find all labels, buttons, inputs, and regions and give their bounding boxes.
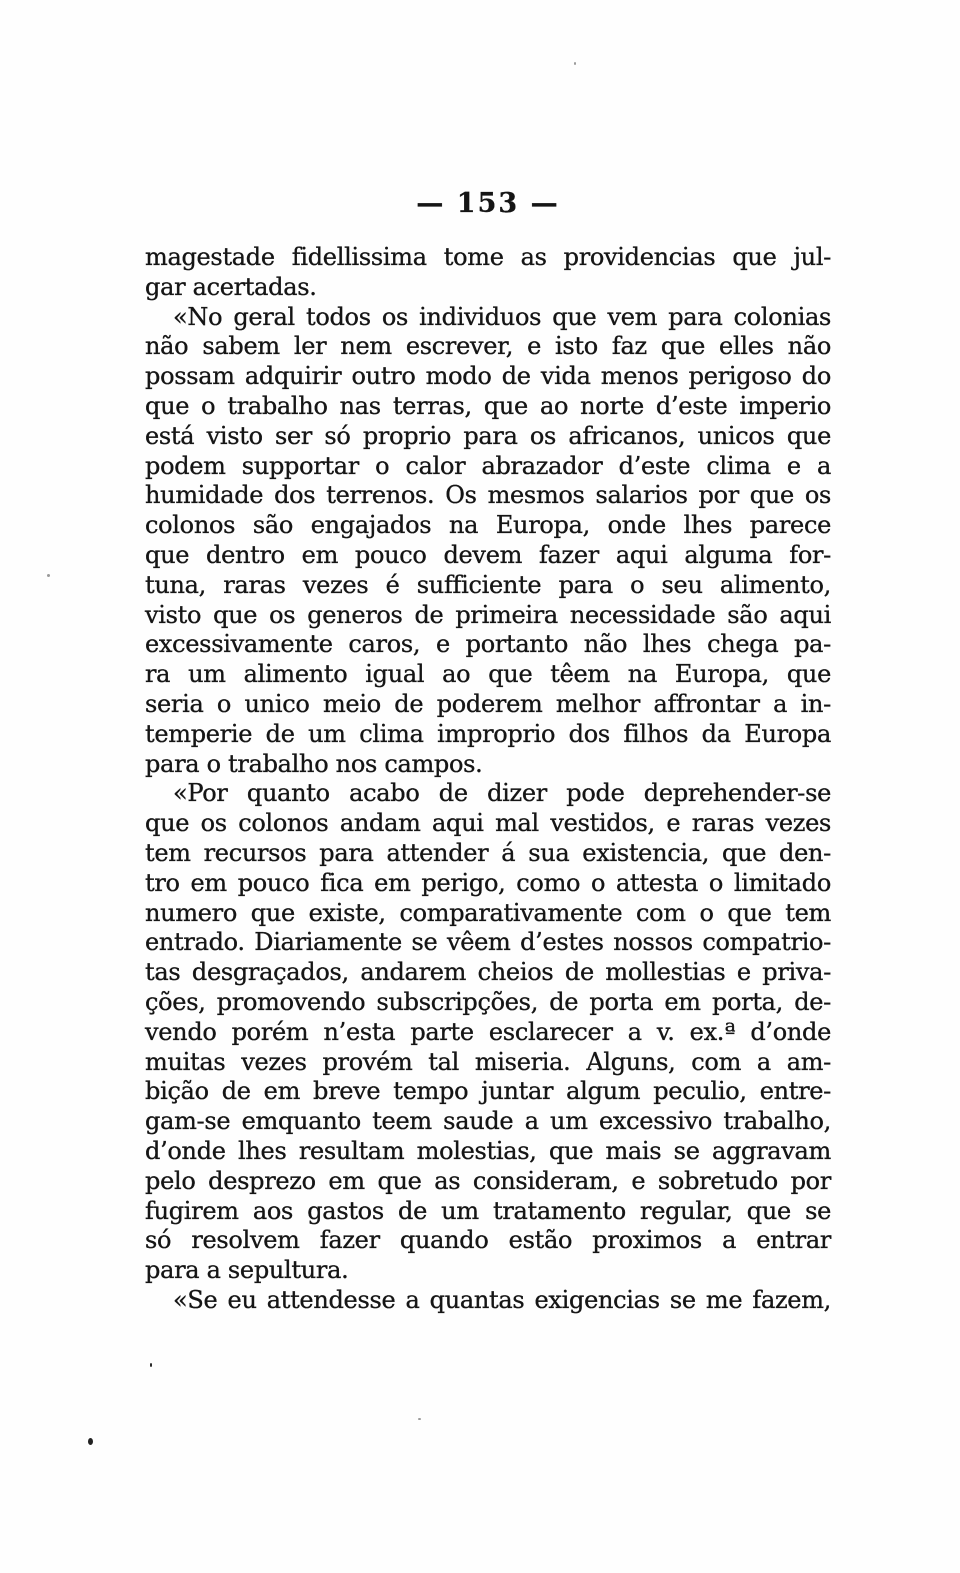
text-line: possam adquirir outro modo de vida menos perigoso do xyxy=(145,362,831,391)
text-line: numero que existe, comparativamente com o que tem xyxy=(145,898,831,927)
text-line: que dentro em pouco devem fazer aqui alguma for- xyxy=(145,540,831,569)
text-line: «No geral todos os individuos que vem para colonias xyxy=(173,302,831,331)
text-line: para o trabalho nos campos. xyxy=(145,749,483,778)
text-line: que os colonos andam aqui mal vestidos, e raras vezes xyxy=(145,809,831,838)
text-line: muitas vezes provém tal miseria. Alguns, com a am- xyxy=(145,1047,831,1076)
ink-speck xyxy=(150,1363,152,1367)
text-line: pelo desprezo em que as consideram, e sobretudo por xyxy=(145,1166,831,1195)
text-line: para a sepultura. xyxy=(145,1256,349,1285)
text-line: entrado. Diariamente se vêem d’estes nossos compatrio- xyxy=(145,928,831,957)
text-line: ções, promovendo subscripções, de porta em porta, de- xyxy=(145,987,831,1016)
ink-speck xyxy=(574,62,576,65)
text-line: ra um alimento igual ao que têem na Europa, que xyxy=(145,660,831,689)
text-line: gam-se emquanto teem saude a um excessivo trabalho, xyxy=(145,1107,831,1136)
text-line: tem recursos para attender á sua existencia, que den- xyxy=(145,838,831,867)
text-line: fugirem aos gastos de um tratamento regular, que se xyxy=(145,1196,831,1225)
page-text xyxy=(145,243,831,1316)
text-line: que o trabalho nas terras, que ao norte d’este imperio xyxy=(145,391,831,420)
text-line: visto que os generos de primeira necessidade são aqui xyxy=(145,600,831,629)
text-line: bição de em breve tempo juntar algum peculio, entre- xyxy=(145,1077,831,1106)
text-line: podem supportar o calor abrazador d’este clima e a xyxy=(145,451,831,480)
ink-speck xyxy=(418,1418,421,1420)
text-line: tro em pouco fica em perigo, como o attesta o limitado xyxy=(145,868,831,897)
page-number: — 153 — xyxy=(416,188,560,219)
text-line: d’onde lhes resultam molestias, que mais se aggravam xyxy=(145,1136,831,1165)
text-line: tuna, raras vezes é sufficiente para o seu alimento, xyxy=(145,570,831,599)
ink-speck xyxy=(47,574,50,577)
ink-speck xyxy=(88,1438,93,1445)
text-line: gar acertadas. xyxy=(145,272,317,301)
text-line: só resolvem fazer quando estão proximos a entrar xyxy=(145,1226,831,1255)
text-line: vendo porém n’esta parte esclarecer a v. ex.ª d’onde xyxy=(145,1017,831,1046)
text-line: magestade fidellissima tome as providencias que jul- xyxy=(145,243,831,271)
text-line: humidade dos terrenos. Os mesmos salarios por que os xyxy=(145,481,831,510)
text-line: não sabem ler nem escrever, e isto faz que elles não xyxy=(145,332,831,361)
text-line: «Se eu attendesse a quantas exigencias se me fazem, xyxy=(173,1285,831,1314)
text-line: seria o unico meio de poderem melhor affrontar a in- xyxy=(145,689,831,718)
text-line: está visto ser só proprio para os africanos, unicos que xyxy=(145,421,831,450)
text-line: «Por quanto acabo de dizer pode deprehender-se xyxy=(173,779,831,808)
text-line: temperie de um clima improprio dos filhos da Europa xyxy=(145,719,831,748)
text-line: excessivamente caros, e portanto não lhes chega pa- xyxy=(145,630,831,659)
text-line: tas desgraçados, andarem cheios de mollestias e priva- xyxy=(145,958,831,987)
text-line: colonos são engajados na Europa, onde lhes parece xyxy=(145,511,831,540)
